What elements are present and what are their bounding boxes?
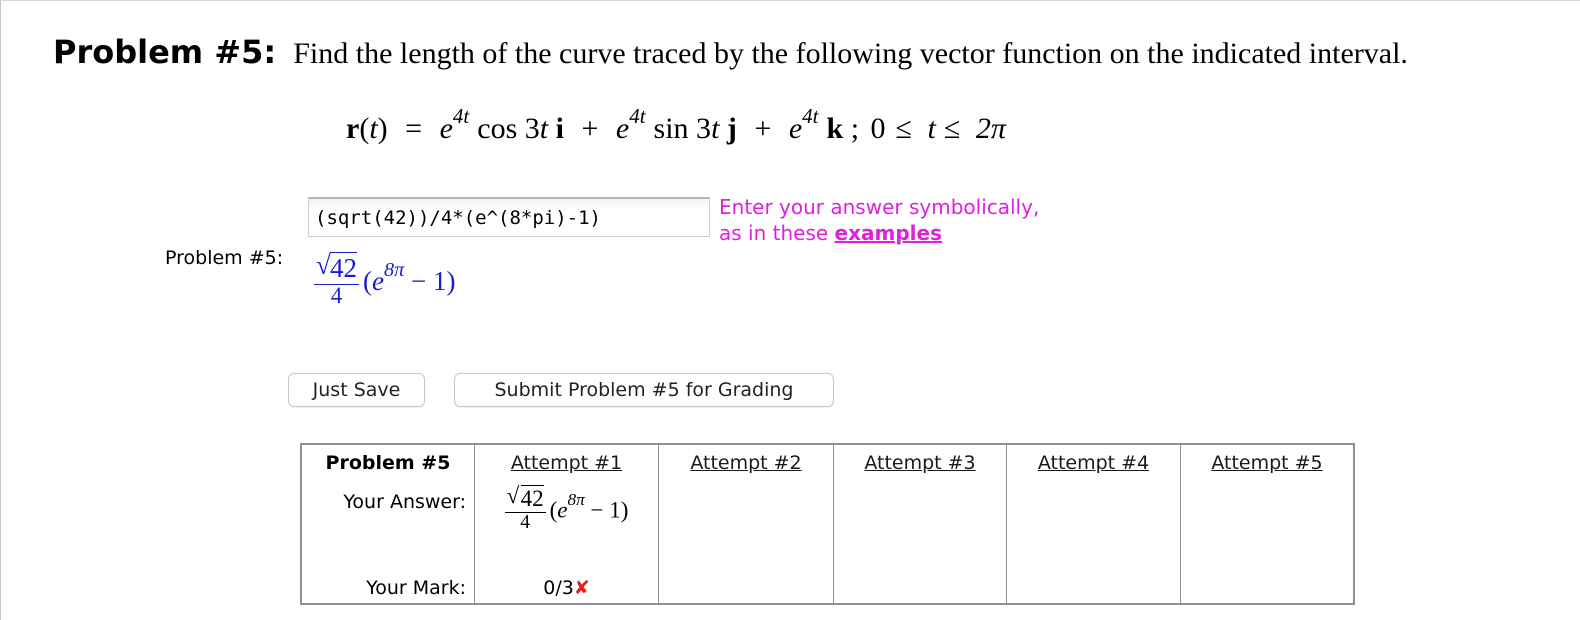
formula-t3: t [927, 112, 936, 145]
formula-e1: e [439, 112, 453, 145]
formula-j: j [726, 112, 737, 145]
table-minus-one: − 1) [590, 497, 629, 523]
formula-t2: t [711, 112, 720, 145]
attempt-1-answer-math: √ 42 4 $(e^{8\pi} - 1)$ [506, 483, 629, 533]
attempt-4-answer [1007, 481, 1181, 559]
table-problem-header: Problem #5 [301, 444, 475, 481]
page-top-border [0, 0, 1580, 1]
vector-function-formula: $r(t) = e^{4t}$ cos 3t $i + e^{4t}$ sin 3t $j + e^{4t}$ k ; 0 ≤ t ≤ 2π [346, 104, 1006, 145]
preview-denominator: 4 [314, 284, 359, 308]
problem-number-label: Problem #5: [53, 33, 277, 71]
attempt-3-header [834, 444, 1007, 481]
attempt-3-mark [834, 559, 1007, 604]
attempt-1-answer [475, 481, 659, 559]
sqrt-icon: √ [506, 483, 520, 508]
attempt-2-mark [659, 559, 834, 604]
attempt-1-link[interactable]: Attempt #1 [510, 452, 623, 474]
table-base: e [557, 497, 568, 523]
formula-t1: t [539, 112, 549, 145]
formula-i: i [555, 112, 564, 145]
answer-hint [719, 194, 1039, 246]
page-left-border [0, 0, 1, 620]
examples-link[interactable]: examples [834, 221, 942, 245]
hint-line2 [719, 220, 1039, 246]
problem-heading [53, 33, 1408, 71]
formula-sin: sin 3 [653, 112, 712, 145]
your-mark-row [301, 559, 1354, 604]
formula-exp2: 4t [629, 104, 646, 128]
preview-radicand: 42 [330, 253, 357, 283]
preview-exponent: 8π [383, 258, 405, 281]
attempt-4-mark [1007, 559, 1181, 604]
table-exponent: 8π [567, 489, 585, 509]
attempt-3-answer [834, 481, 1007, 559]
attempt-5-link[interactable]: Attempt #5 [1211, 452, 1323, 474]
your-mark-label: Your Mark: [301, 559, 475, 604]
attempt-1-score: 0/3 [543, 577, 574, 599]
attempt-4-link[interactable]: Attempt #4 [1037, 452, 1150, 474]
sqrt-icon: √ [316, 250, 331, 280]
hint-prefix: as in these [719, 221, 835, 245]
formula-exp3: 4t [802, 104, 819, 128]
attempt-2-header [659, 444, 834, 481]
problem-instruction: Find the length of the curve traced by the following vector function on the indicated interval. [293, 37, 1408, 70]
submit-button[interactable]: Submit Problem #5 for Grading [454, 373, 834, 407]
answer-preview: √ 42 4 $(e^{8\pi} - 1)$ [316, 250, 456, 308]
attempt-3-link[interactable]: Attempt #3 [864, 452, 976, 474]
formula-k: k [826, 112, 844, 145]
your-answer-label: Your Answer: [301, 481, 475, 559]
formula-e2: e [615, 112, 630, 145]
table-header-row [301, 444, 1354, 481]
formula-interval-start: 0 [870, 112, 886, 145]
preview-minus-one: − 1) [411, 265, 456, 296]
table-radicand: 42 [520, 486, 544, 511]
preview-fraction [314, 252, 359, 308]
attempt-1-header [475, 444, 659, 481]
attempt-2-answer [659, 481, 834, 559]
attempt-1-mark [475, 559, 659, 604]
just-save-button[interactable]: Just Save [288, 373, 425, 407]
answer-input[interactable] [308, 197, 710, 237]
wrong-cross-icon: ✘ [573, 577, 590, 599]
attempt-5-answer [1181, 481, 1355, 559]
formula-lhs: r [346, 112, 360, 145]
your-answer-row [301, 481, 1354, 559]
preview-base: e [372, 265, 384, 296]
attempts-table [300, 443, 1355, 605]
formula-exp1: 4t [452, 104, 470, 128]
formula-interval-end: 2π [975, 112, 1006, 145]
attempt-5-header [1181, 444, 1355, 481]
table-denominator: 4 [505, 512, 546, 533]
attempt-5-mark [1181, 559, 1355, 604]
attempt-4-header [1007, 444, 1181, 481]
hint-line1: Enter your answer symbolically, [719, 195, 1040, 219]
answer-problem-label: Problem #5: [165, 247, 284, 269]
attempt-2-link[interactable]: Attempt #2 [690, 452, 802, 474]
formula-e3: e [788, 112, 803, 145]
formula-cos: cos 3 [477, 112, 540, 145]
formula-arg: t [369, 112, 378, 145]
